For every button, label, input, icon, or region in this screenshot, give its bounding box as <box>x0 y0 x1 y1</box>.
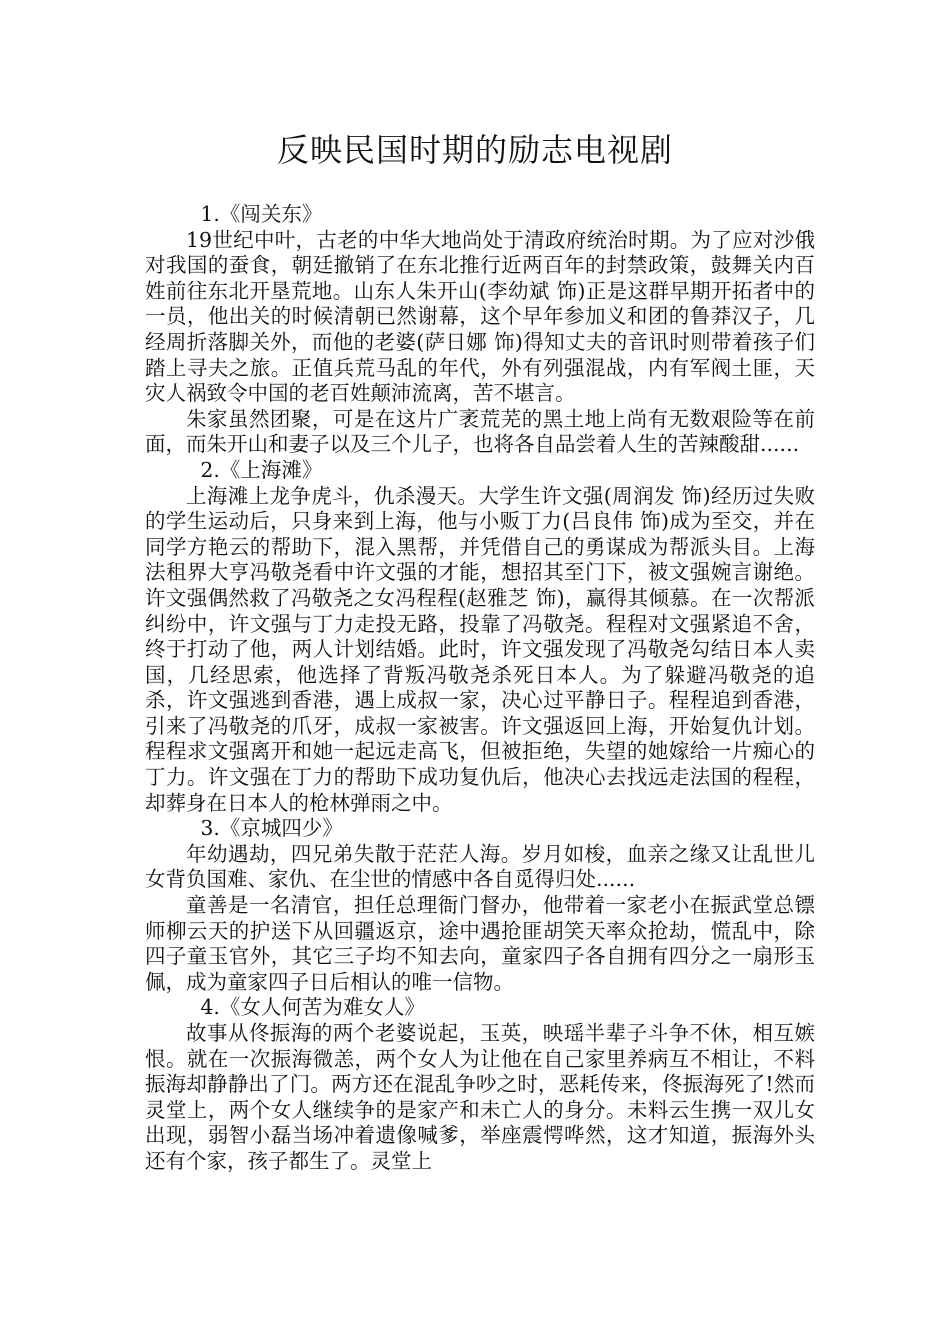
document-title: 反映民国时期的励志电视剧 <box>276 131 673 169</box>
paragraph: 年幼遇劫，四兄弟失散于茫茫人海。岁月如梭，血亲之缘又让乱世儿女背负国难、家仇、在尘世的情感中各自觅得归处...... <box>145 841 815 892</box>
document-body <box>145 202 815 1175</box>
paragraph: 上海滩上龙争虎斗，仇杀漫天。大学生许文强(周润发 饰)经历过失败的学生运动后，只身来到上海，他与小贩丁力(吕良伟 饰)成为至交，并在同学方艳云的帮助下，混入黑帮，并凭借自己的勇谋成为帮派头目。上海法租界大亨冯敬尧看中许文强的才能，想招其至门下，被文强婉言谢绝。许文强偶然救了冯敬尧之女冯程程(赵雅芝 饰)，赢得其倾慕。在一次帮派纠纷中，许文强与丁力走投无路，投靠了冯敬尧。程程对文强紧追不舍，终于打动了他，两人计划结婚。此时，许文强发现了冯敬尧勾结日本人卖国，几经思索，他选择了背叛冯敬尧杀死日本人。为了躲避冯敬尧的追杀，许文强逃到香港，遇上成叔一家，决心过平静日子。程程追到香港，引来了冯敬尧的爪牙，成叔一家被害。许文强返回上海，开始复仇计划。程程求文强离开和她一起远走高飞，但被拒绝，失望的她嫁给一片痴心的丁力。许文强在丁力的帮助下成功复仇后，他决心去找远走法国的程程，却葬身在日本人的枪林弹雨之中。 <box>145 483 815 815</box>
section-heading: 4.《女人何苦为难女人》 <box>200 995 425 1020</box>
paragraph: 故事从佟振海的两个老婆说起，玉英，映瑶半辈子斗争不休，相互嫉恨。就在一次振海微恙，两个女人为让他在自己家里养病互不相让，不料振海却静静出了门。两方还在混乱争吵之时，恶耗传来，佟振海死了!然而灵堂上，两个女人继续争的是家产和未亡人的身分。未料云生携一双儿女出现，弱智小磊当场冲着遗像喊爹，举座震愕哗然，这才知道，振海外头还有个家，孩子都生了。灵堂上 <box>145 1021 815 1173</box>
paragraph: 19世纪中叶，古老的中华大地尚处于清政府统治时期。为了应对沙俄对我国的蚕食，朝廷撤销了在东北推行近两百年的封禁政策，鼓舞关内百姓前往东北开垦荒地。山东人朱开山(李幼斌 饰)正是这群早期开拓者中的一员，他出关的时候清朝已然谢幕，这个早年参加义和团的鲁莽汉子，几经周折落脚关外，而他的老婆(萨日娜 饰)得知丈夫的音讯时则带着孩子们踏上寻夫之旅。正值兵荒马乱的年代，外有列强混战，内有军阀土匪，天灾人祸致令中国的老百姓颠沛流离，苦不堪言。 <box>145 227 815 406</box>
paragraph: 童善是一名清官，担任总理衙门督办，他带着一家老小在振武堂总镖师柳云天的护送下从回疆返京，途中遇抢匪胡笑天率众抢劫，慌乱中，除四子童玉官外，其它三子均不知去向，童家四子各自拥有四分之一扇形玉佩，成为童家四子日后相认的唯一信物。 <box>145 893 815 994</box>
paragraph: 朱家虽然团聚，可是在这片广袤荒芜的黑土地上尚有无数艰险等在前面，而朱开山和妻子以及三个儿子，也将各自品尝着人生的苦辣酸甜...... <box>145 406 815 457</box>
section-heading: 1.《闯关东》 <box>200 202 323 226</box>
section-heading: 2.《上海滩》 <box>200 457 323 482</box>
section-heading: 3.《京城四少》 <box>200 816 343 841</box>
